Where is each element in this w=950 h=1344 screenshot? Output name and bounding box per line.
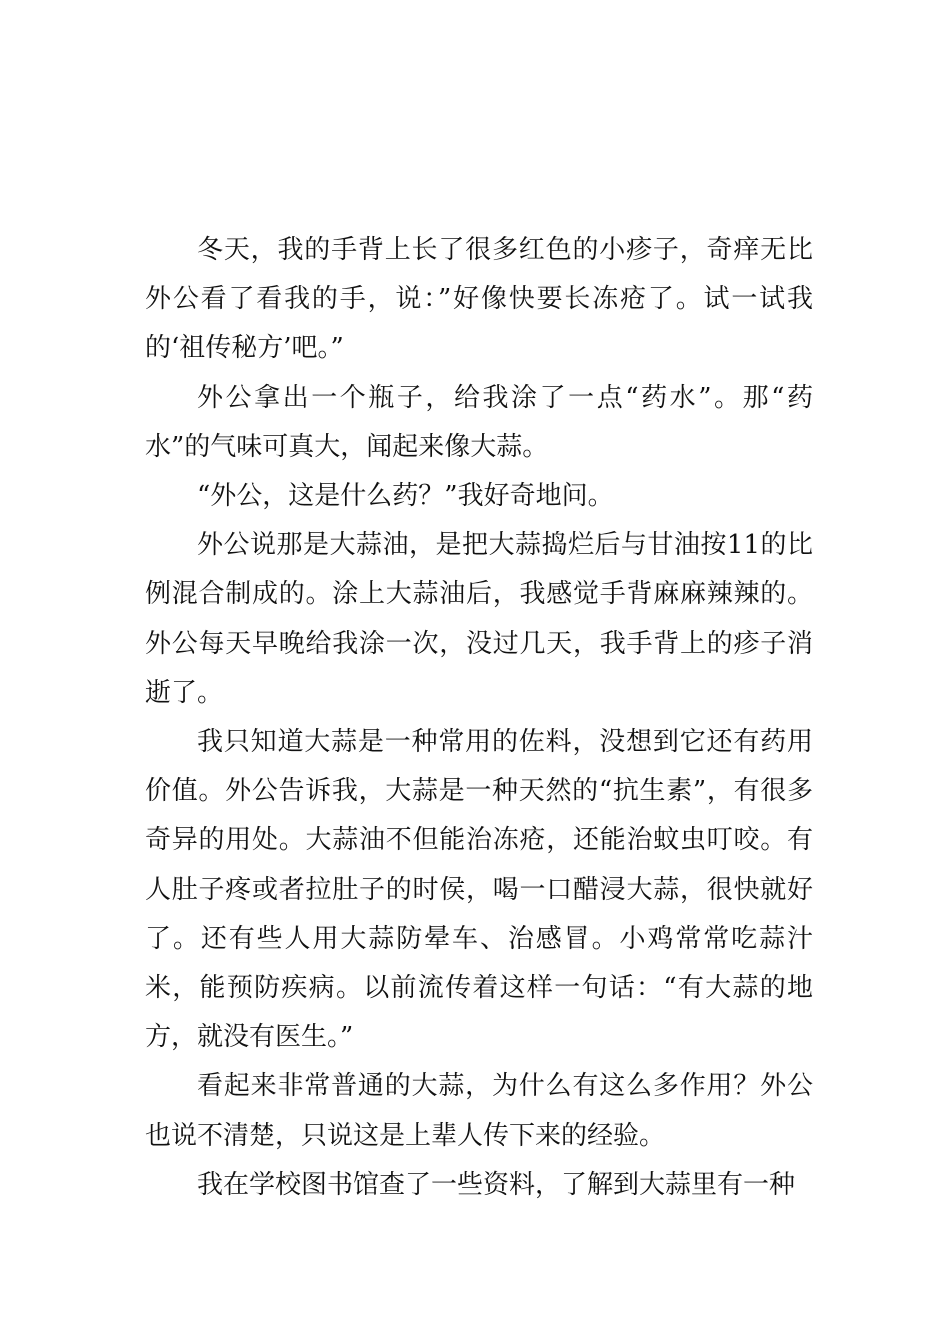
paragraph-4: 外公说那是大蒜油，是把大蒜捣烂后与甘油按11的比例混合制成的。涂上大蒜油后，我感觉手背麻麻辣辣的。外公每天早晚给我涂一次，没过几天，我手背上的疹子消逝了。 xyxy=(145,530,813,708)
document-page xyxy=(145,226,813,1210)
paragraph-5: 我只知道大蒜是一种常用的佐料，没想到它还有药用价值。外公告诉我，大蒜是一种天然的“抗生素”，有很多奇异的用处。大蒜油不但能治冻疮，还能治蚊虫叮咬。有人肚子疼或者拉肚子的时侯，喝一口醋浸大蒜，很快就好了。还有些人用大蒜防晕车、治感冒。小鸡常常吃蒜汁米，能预防疾病。以前流传着这样一句话：“有大蒜的地方，就没有医生。” xyxy=(145,727,813,1053)
paragraph-2: 外公拿出一个瓶子，给我涂了一点“药水”。那“药水”的气味可真大，闻起来像大蒜。 xyxy=(145,382,813,462)
paragraph-7: 我在学校图书馆查了一些资料，了解到大蒜里有一种 xyxy=(197,1169,796,1200)
paragraph-6: 看起来非常普通的大蒜，为什么有这么多作用？外公也说不清楚，只说这是上辈人传下来的经验。 xyxy=(145,1071,813,1151)
paragraph-1: 冬天，我的手背上长了很多红色的小疹子，奇痒无比外公看了看我的手，说：”好像快要长冻疮了。试一试我的‘祖传秘方’吧。” xyxy=(145,235,813,364)
paragraph-3: “外公，这是什么药？”我好奇地问。 xyxy=(197,481,614,512)
